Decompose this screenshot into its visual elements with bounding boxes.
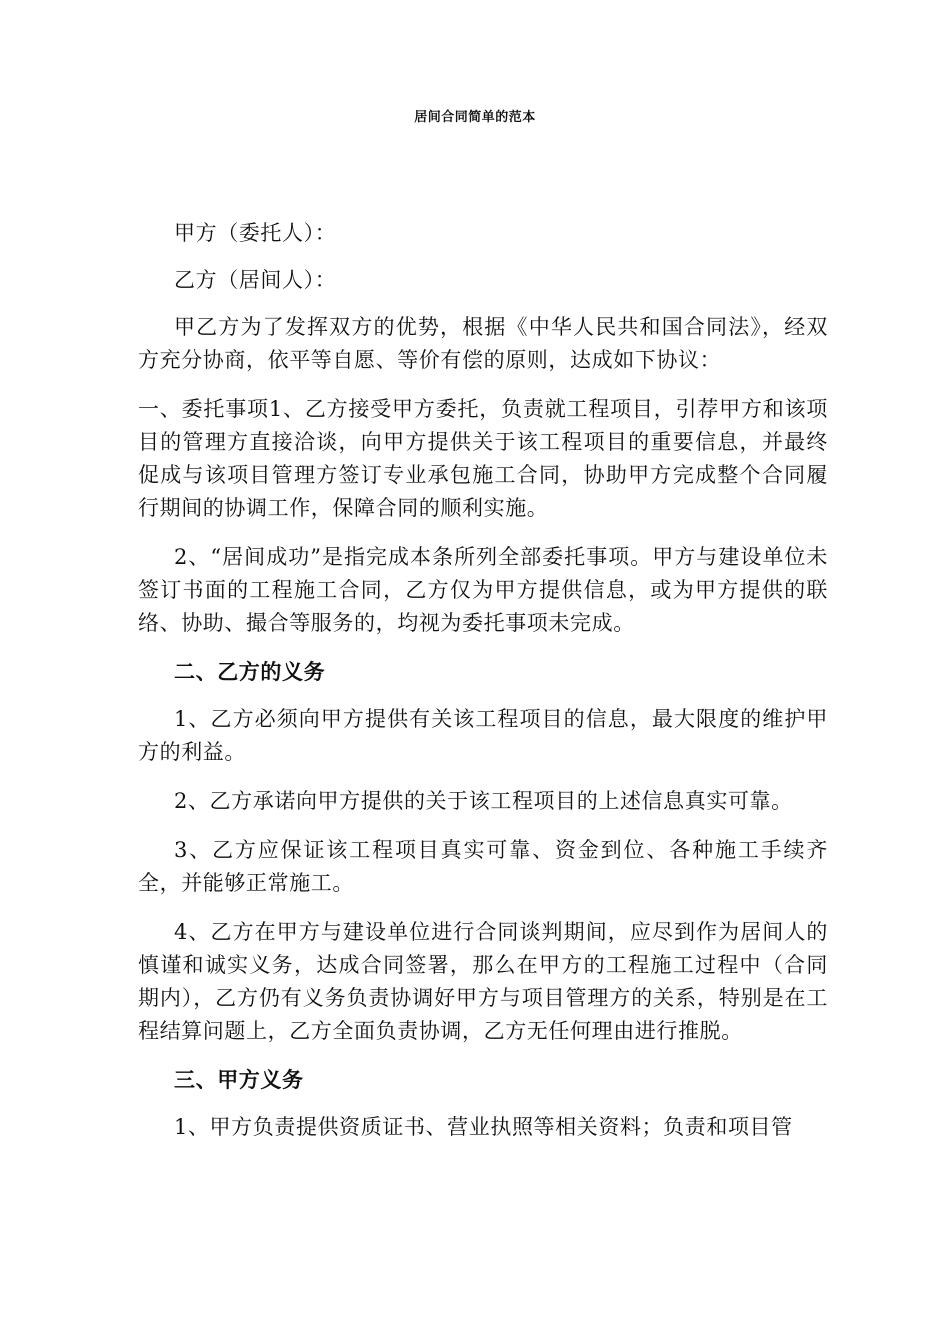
section1-item2-paragraph: 2、“居间成功”是指完成本条所列全部委托事项。甲方与建设单位未签订书面的工程施工合同，乙方仅为甲方提供信息，或为甲方提供的联络、协助、撮合等服务的，均视为委托事项未完成。 [138, 545, 828, 635]
section1-item1-paragraph: 一、委托事项1、乙方接受甲方委托，负责就工程项目，引荐甲方和该项目的管理方直接洽谈，向甲方提供关于该工程项目的重要信息，并最终促成与该项目管理方签订专业承包施工合同，协助甲方完成整个合同履行期间的协调工作，保障合同的顺利实施。 [138, 397, 828, 520]
party-a-line: 甲方（委托人）： [174, 221, 337, 245]
section3-heading: 三、甲方义务 [174, 1068, 304, 1092]
document-body [138, 217, 828, 1160]
section2-item2-paragraph: 2、乙方承诺向甲方提供的关于该工程项目的上述信息真实可靠。 [174, 789, 793, 813]
party-b-line: 乙方（居间人）： [174, 268, 337, 292]
section2-item1-paragraph: 1、乙方必须向甲方提供有关该工程项目的信息，最大限度的维护甲方的利益。 [138, 707, 828, 764]
preamble-paragraph: 甲乙方为了发挥双方的优势，根据《中华人民共和国合同法》，经双方充分协商，依平等自愿、等价有偿的原则，达成如下协议： [138, 315, 828, 372]
section2-item4-paragraph: 4、乙方在甲方与建设单位进行合同谈判期间，应尽到作为居间人的慎谨和诚实义务，达成合同签署，那么在甲方的工程施工过程中（合同期内），乙方仍有义务负责协调好甲方与项目管理方的关系，特别是在工程结算问题上，乙方全面负责协调，乙方无任何理由进行推脱。 [138, 920, 828, 1043]
document-title: 居间合同简单的范本 [414, 110, 536, 125]
section2-heading: 二、乙方的义务 [174, 660, 326, 684]
section2-item3-paragraph: 3、乙方应保证该工程项目真实可靠、资金到位、各种施工手续齐全，并能够正常施工。 [138, 838, 828, 895]
section3-item1-paragraph: 1、甲方负责提供资质证书、营业执照等相关资料；负责和项目管 [174, 1115, 793, 1139]
